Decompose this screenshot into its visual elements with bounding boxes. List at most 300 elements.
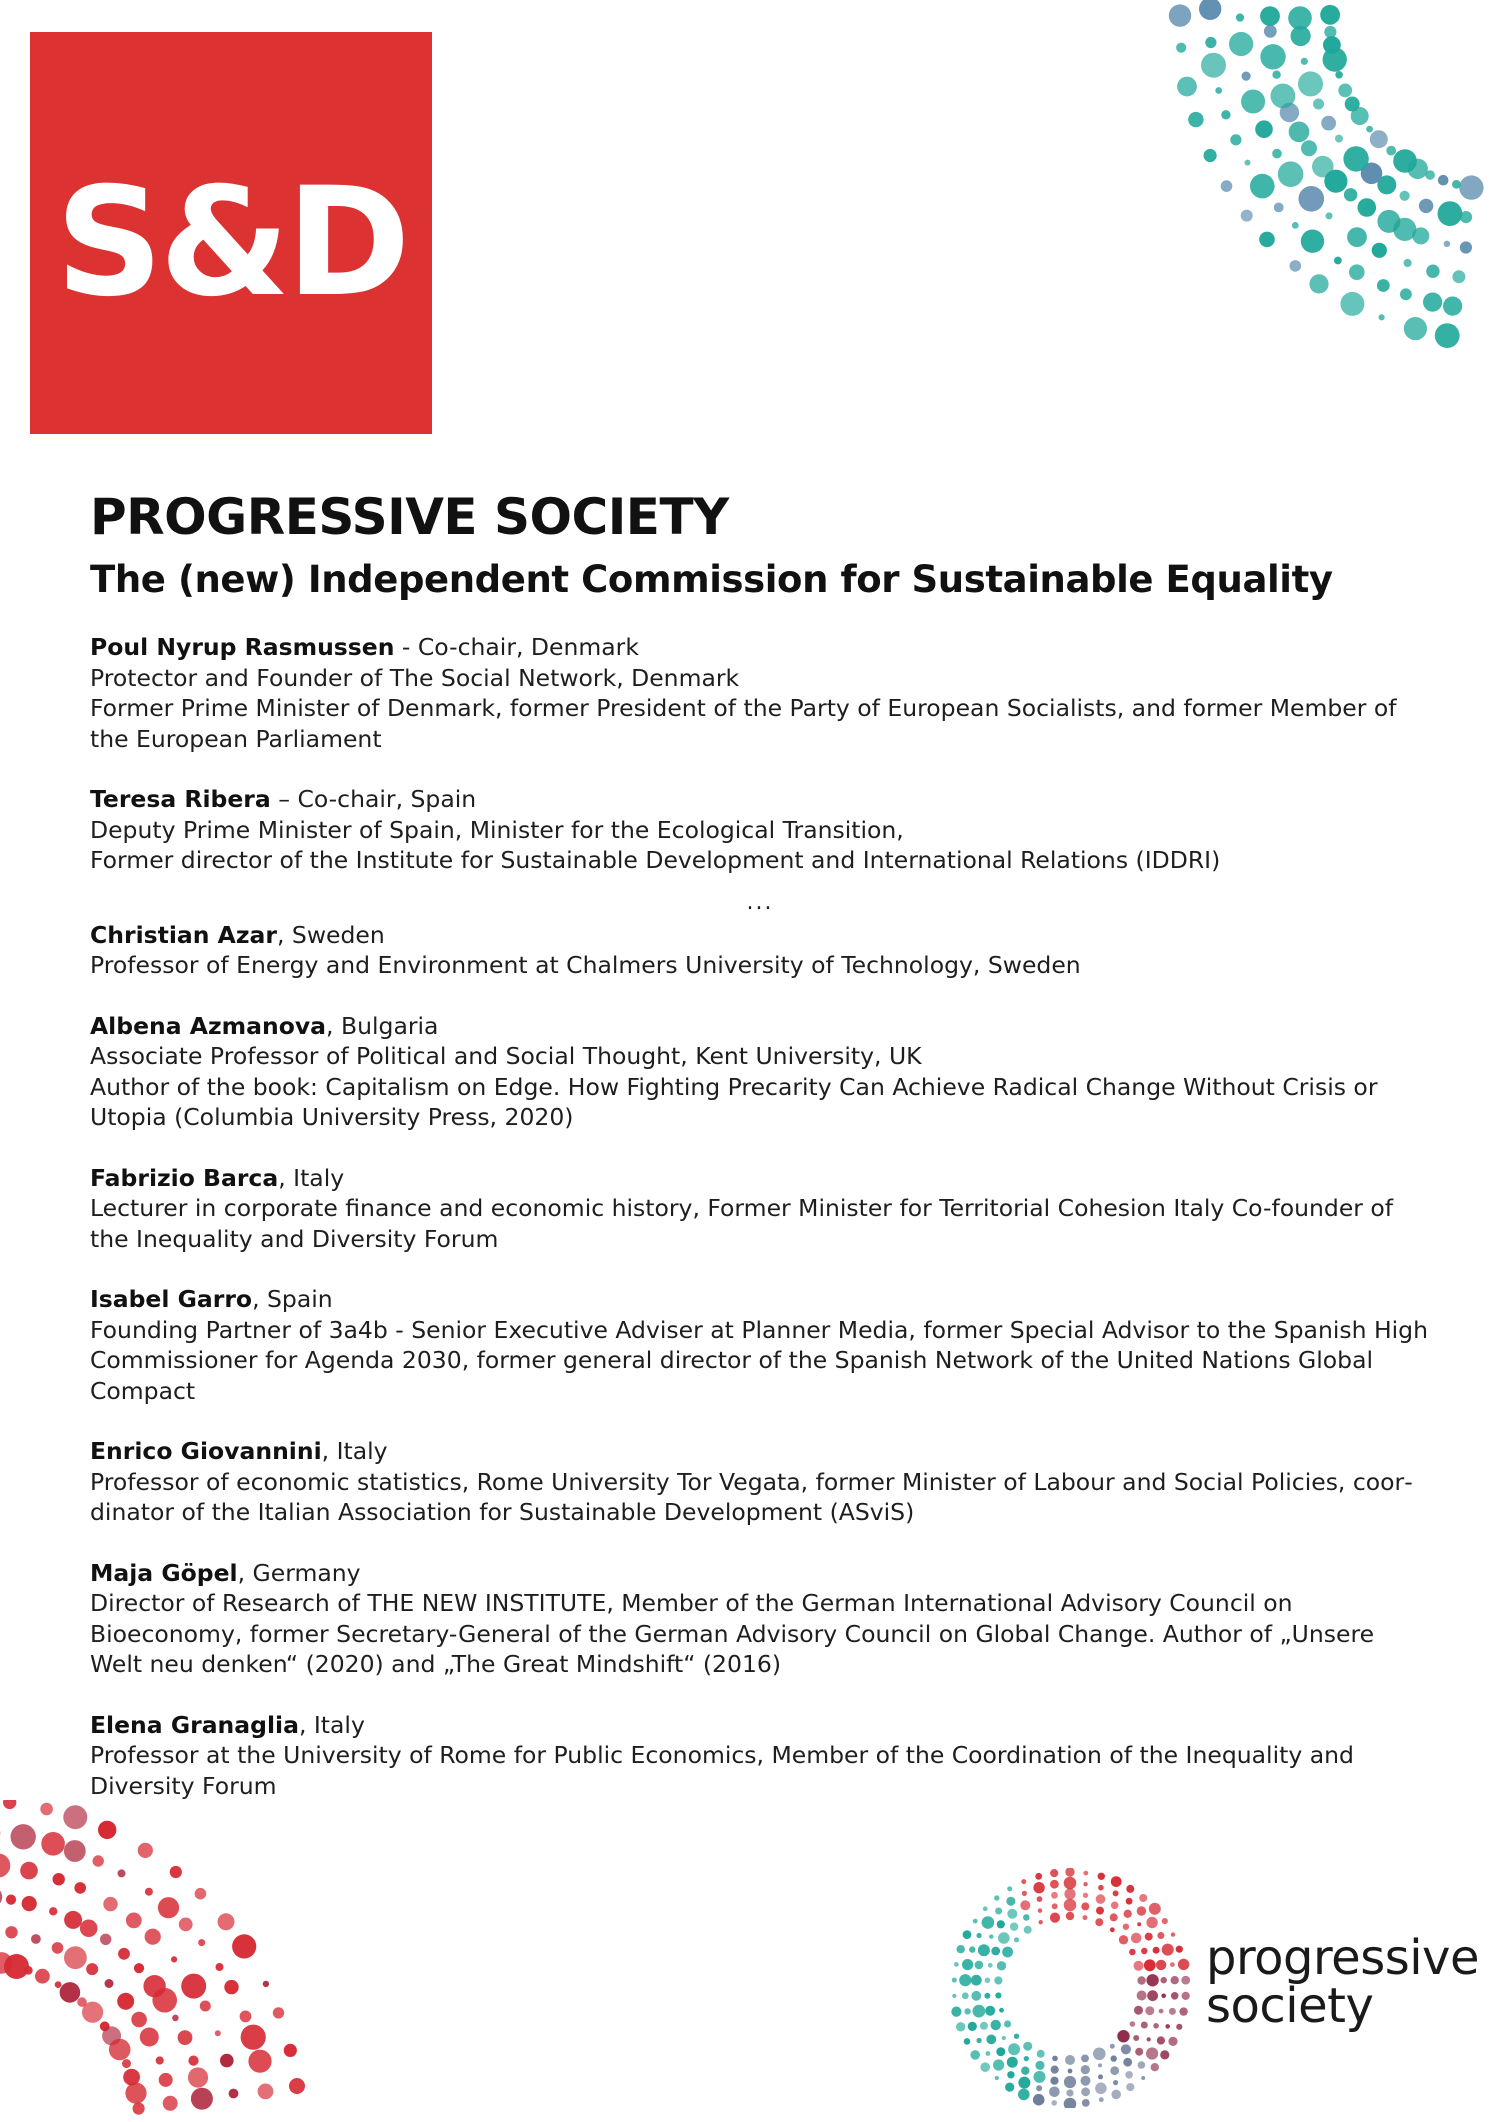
- decorative-dot: [122, 2059, 131, 2068]
- logo-dot: [1007, 2057, 1018, 2068]
- logo-dot: [977, 2038, 982, 2043]
- page-subtitle: The (new) Independent Commission for Sustainable Equality: [90, 558, 1333, 601]
- decorative-dot: [1426, 265, 1439, 278]
- section-separator: ...: [746, 889, 774, 915]
- logo-dot: [1004, 2020, 1011, 2027]
- logo-dot: [985, 1978, 991, 1984]
- logo-dot: [1139, 1894, 1147, 1902]
- member-description: Founding Partner of 3a4b - Senior Executive Adviser at Planner Media, former Special Advisor to the Spanish High Commissioner for Agenda 2030, former general director of the Spanish Network of the United Nations Global Compact: [90, 1315, 1428, 1405]
- logo-dot: [970, 2050, 980, 2060]
- logo-dot: [1051, 2066, 1059, 2074]
- decorative-dot: [1366, 126, 1373, 133]
- logo-dot: [1145, 1933, 1153, 1941]
- decorative-dot: [1278, 161, 1304, 187]
- decorative-dot: [1309, 274, 1328, 293]
- decorative-dot: [6, 1895, 16, 1905]
- logo-dot: [1083, 1893, 1088, 1898]
- co-chair-entry: [90, 784, 1430, 876]
- logo-dot: [1141, 2022, 1148, 2029]
- member-description: Deputy Prime Minister of Spain, Minister for the Ecological Transition,: [90, 815, 904, 844]
- logo-dot: [1161, 1994, 1166, 1999]
- logo-dot: [959, 1974, 971, 1986]
- decorative-dot: [1272, 71, 1280, 79]
- member-description: Former director of the Institute for Sustainable Development and International Relations (IDDRI): [90, 846, 1221, 874]
- member-name: Isabel Garro: [90, 1285, 253, 1313]
- decorative-dot: [181, 1974, 206, 1999]
- decorative-dot: [215, 2030, 221, 2036]
- logo-dot: [1157, 2036, 1165, 2044]
- decorative-dot: [158, 1897, 179, 1918]
- decorative-dot: [152, 1988, 177, 2013]
- decorative-dot: [11, 1824, 36, 1849]
- logo-dot: [962, 1992, 969, 1999]
- logo-dot: [1039, 1920, 1043, 1924]
- logo-dot: [1162, 1918, 1168, 1924]
- logo-dot: [1113, 2080, 1118, 2085]
- decorative-dot: [131, 2012, 147, 2028]
- logo-dot: [1038, 1908, 1043, 1913]
- logo-dot: [1050, 1913, 1060, 1923]
- decorative-dot: [1177, 77, 1197, 97]
- logo-dot: [1033, 1882, 1044, 1893]
- logo-dot: [1018, 2089, 1030, 2101]
- logo-dot: [1099, 2097, 1104, 2102]
- decorative-dot: [20, 1862, 38, 1880]
- logo-dot: [1149, 1903, 1161, 1915]
- logo-dot: [1005, 2083, 1014, 2092]
- decorative-dot: [145, 1888, 153, 1896]
- member-description: Associate Professor of Political and Social Thought, Kent University, UK: [90, 1042, 922, 1070]
- decorative-dot: [191, 2088, 213, 2110]
- logo-dot: [968, 2022, 977, 2031]
- logo-dot: [1098, 1885, 1104, 1891]
- logo-dot: [1111, 2090, 1121, 2100]
- decorative-dot: [118, 1869, 126, 1877]
- wordmark-line: progressive: [1206, 1930, 1479, 1986]
- decorative-dot: [1230, 134, 1241, 145]
- decorative-dot: [178, 2030, 193, 2045]
- decorative-dot: [1205, 37, 1216, 48]
- logo-dot: [980, 2022, 988, 2030]
- logo-dot: [1160, 2050, 1169, 2059]
- member-name: Elena Granaglia: [90, 1710, 299, 1739]
- logo-dot: [999, 2008, 1004, 2013]
- dot-ring-icon: [950, 1868, 1190, 2108]
- logo-dot: [1141, 1948, 1147, 1954]
- member-country: , Spain: [252, 1285, 333, 1313]
- decorative-dot: [1188, 112, 1203, 127]
- logo-dot: [1064, 2076, 1076, 2088]
- logo-dot: [1082, 2099, 1090, 2107]
- logo-dot: [1064, 1877, 1077, 1890]
- decorative-dot: [188, 2067, 208, 2087]
- decorative-dot: [41, 1832, 65, 1856]
- logo-dot: [1014, 1937, 1019, 1942]
- logo-dot: [982, 1916, 995, 1929]
- member-description: Author of the book: Capitalism on Edge. How Fighting Precarity Can Achieve Radical Change Without Crisis or Utopia (Columbia University Press, 2020): [90, 1072, 1378, 1131]
- decorative-dot: [134, 1963, 144, 1973]
- logo-dot: [1008, 2043, 1020, 2055]
- logo-dot: [1137, 1922, 1141, 1926]
- red-dots-decoration: [0, 1800, 420, 2122]
- logo-dot: [1064, 2098, 1077, 2108]
- decorative-dot: [229, 2089, 239, 2099]
- decorative-dot: [1255, 120, 1273, 138]
- logo-dot: [988, 1963, 993, 1968]
- logo-dot: [951, 2007, 961, 2017]
- member-country: , Bulgaria: [326, 1011, 439, 1040]
- decorative-dot: [1301, 140, 1317, 156]
- logo-dot: [1037, 1896, 1043, 1902]
- decorative-dot: [248, 2050, 271, 2073]
- decorative-dot: [109, 2039, 131, 2061]
- logo-dot: [1110, 1927, 1115, 1932]
- logo-dot: [997, 1961, 1006, 1970]
- logo-dot: [952, 1994, 956, 1998]
- logo-dot: [1130, 2021, 1136, 2027]
- logo-dot: [1110, 2044, 1115, 2049]
- logo-dot: [1146, 1917, 1157, 1928]
- logo-dot: [1121, 2044, 1131, 2054]
- decorative-dot: [0, 1887, 2, 1907]
- logo-dot: [1098, 2063, 1102, 2067]
- member-heading: [90, 1436, 1430, 1467]
- page-title: PROGRESSIVE SOCIETY: [90, 488, 729, 546]
- logo-dot: [1176, 1946, 1183, 1953]
- logo-dot: [1170, 1962, 1175, 1967]
- logo-dot: [1168, 2037, 1177, 2046]
- logo-dot: [954, 1962, 959, 1967]
- logo-dot: [1129, 1949, 1136, 1956]
- logo-dot: [1083, 1882, 1087, 1886]
- logo-dot: [1023, 1914, 1030, 1921]
- logo-dot: [991, 2020, 1001, 2030]
- decorative-dot: [40, 1803, 53, 1816]
- logo-dot: [1051, 1892, 1058, 1899]
- logo-dot: [1020, 1900, 1030, 1910]
- decorative-dot: [220, 2054, 234, 2068]
- decorative-dot: [105, 1979, 114, 1988]
- logo-dot: [985, 2006, 995, 2016]
- logo-dot: [1146, 2047, 1158, 2059]
- logo-dot: [986, 2035, 996, 2045]
- decorative-dot: [1271, 84, 1296, 109]
- decorative-dot: [1358, 198, 1377, 217]
- member-description: Professor of Energy and Environment at Chalmers University of Technology, Sweden: [90, 951, 1081, 979]
- decorative-dot: [1347, 227, 1367, 247]
- logo-dot: [957, 1945, 965, 1953]
- decorative-dot: [224, 1980, 238, 1994]
- logo-dot: [1156, 1960, 1166, 1970]
- decorative-dot: [133, 2102, 145, 2114]
- decorative-dot: [1260, 6, 1280, 26]
- member-entry: [90, 1011, 1430, 1133]
- logo-dot: [1138, 2061, 1146, 2069]
- logo-dot: [1182, 1992, 1190, 2000]
- member-heading: [90, 1011, 1430, 1042]
- decorative-dot: [60, 1982, 81, 2003]
- decorative-dot: [140, 2028, 159, 2047]
- member-name: Christian Azar: [90, 920, 277, 949]
- logo-dot: [1137, 1991, 1147, 2001]
- decorative-dot: [240, 2011, 252, 2023]
- logo-dot: [984, 1993, 990, 1999]
- logo-dot: [1135, 2048, 1143, 2056]
- logo-dot: [989, 1934, 993, 1938]
- logo-dot: [1171, 1932, 1175, 1936]
- logo-dot: [1010, 1923, 1018, 1931]
- decorative-dot: [103, 1897, 117, 1911]
- decorative-dot: [1229, 32, 1253, 56]
- decorative-dot: [5, 1926, 17, 1938]
- logo-dot: [1169, 2008, 1176, 2015]
- logo-dot: [1111, 1876, 1122, 1887]
- decorative-dot: [1169, 4, 1191, 26]
- logo-dot: [998, 1932, 1010, 1944]
- member-heading: [90, 632, 1430, 663]
- logo-dot: [1007, 1886, 1012, 1891]
- logo-dot: [1095, 2083, 1107, 2095]
- logo-dot: [1049, 2087, 1060, 2098]
- logo-dot: [975, 1961, 984, 1970]
- sd-logo-text: S&D: [55, 156, 407, 330]
- logo-dot: [1113, 1890, 1119, 1896]
- decorative-dot: [258, 2084, 274, 2100]
- logo-dot: [1065, 2055, 1075, 2065]
- decorative-dot: [52, 1942, 64, 1954]
- decorative-dot: [218, 1913, 235, 1930]
- logo-dot: [1147, 1990, 1158, 2001]
- decorative-dot: [117, 1993, 134, 2010]
- member-name: Enrico Giovannini: [90, 1437, 322, 1465]
- decorative-dot: [1404, 317, 1427, 340]
- logo-dot: [1153, 2023, 1159, 2029]
- logo-dot: [1126, 2083, 1134, 2091]
- decorative-dot: [1377, 210, 1400, 233]
- member-name: Fabrizio Barca: [90, 1163, 279, 1192]
- decorative-dot: [1326, 212, 1333, 219]
- decorative-dot: [284, 2044, 297, 2057]
- logo-dot: [1096, 1907, 1104, 1915]
- decorative-dot: [118, 1948, 130, 1960]
- logo-dot: [1093, 2048, 1106, 2061]
- decorative-dot: [1438, 201, 1463, 226]
- member-description: Former Prime Minister of Denmark, former President of the Party of European Socialists, and former Member of the European Parliament: [90, 694, 1397, 753]
- logo-dot: [1176, 2024, 1182, 2030]
- logo-dot: [1126, 1898, 1133, 1905]
- decorative-dot: [232, 1934, 256, 1958]
- logo-dot: [1157, 1932, 1164, 1939]
- logo-dot: [1131, 1933, 1142, 1944]
- member-description: Professor at the University of Rome for Public Economics, Member of the Coordination of the Inequality and Diversity Forum: [90, 1741, 1354, 1800]
- member-heading: [90, 1558, 1430, 1589]
- decorative-dot: [49, 1907, 57, 1915]
- logo-dot: [1159, 2009, 1164, 2014]
- decorative-dot: [195, 1888, 207, 1900]
- logo-dot: [995, 1992, 1001, 1998]
- decorative-dot: [3, 1800, 16, 1809]
- decorative-dot: [64, 1911, 82, 1929]
- decorative-dot: [0, 1854, 10, 1878]
- logo-dot: [1036, 2085, 1042, 2091]
- decorative-dot: [138, 1843, 153, 1858]
- logo-dot: [977, 1933, 982, 1938]
- logo-dot: [1037, 2050, 1045, 2058]
- logo-dot: [1137, 1906, 1146, 1915]
- member-country: , Italy: [321, 1437, 388, 1465]
- decorative-dot: [1241, 90, 1265, 114]
- logo-dot: [1051, 2100, 1057, 2106]
- member-name: Maja Göpel: [90, 1558, 238, 1587]
- decorative-dot: [1334, 257, 1342, 265]
- decorative-dot: [1349, 264, 1365, 280]
- decorative-dot: [1323, 36, 1341, 54]
- decorative-dot: [1288, 6, 1312, 30]
- decorative-dot: [241, 2025, 266, 2050]
- decorative-dot: [1176, 43, 1186, 53]
- decorative-dot: [1272, 149, 1282, 159]
- logo-dot: [1024, 1926, 1032, 1934]
- logo-dot: [1035, 1873, 1042, 1880]
- logo-dot: [1018, 2077, 1030, 2089]
- logo-dot: [1153, 1947, 1160, 1954]
- logo-dot: [996, 2047, 1005, 2056]
- decorative-dot: [171, 1956, 177, 1962]
- decorative-dot: [1377, 279, 1390, 292]
- decorative-dot: [1379, 314, 1385, 320]
- decorative-dot: [1221, 180, 1233, 192]
- logo-dot: [1050, 2077, 1058, 2085]
- decorative-dot: [1264, 25, 1277, 38]
- decorative-dot: [1259, 232, 1275, 248]
- logo-dot: [1023, 2042, 1032, 2051]
- logo-dot: [983, 1906, 988, 1911]
- logo-dot: [1162, 1944, 1174, 1956]
- logo-dot: [973, 2005, 986, 2018]
- decorative-dot: [163, 2096, 178, 2111]
- logo-dot: [1144, 1959, 1156, 1971]
- decorative-dot: [22, 1896, 37, 1911]
- decorative-dot: [35, 1969, 50, 1984]
- decorative-dot: [1236, 14, 1244, 22]
- member-heading: [90, 1163, 1430, 1194]
- decorative-dot: [1343, 146, 1368, 171]
- logo-dot: [1035, 2061, 1044, 2070]
- logo-dot: [1006, 1897, 1015, 1906]
- decorative-dot: [31, 1934, 41, 1944]
- member-description: Lecturer in corporate finance and economic history, Former Minister for Territorial Cohesion Italy Co-founder of the Inequality and Diversity Forum: [90, 1194, 1394, 1253]
- decorative-dot: [1299, 186, 1325, 212]
- logo-dot: [1083, 1871, 1088, 1876]
- member-description: Director of Research of THE NEW INSTITUTE, Member of the German International Advisory Council on Bioeconomy, former Secretary-General of the German Advisory Council on Global Change. Author of „Unsere Welt neu denken“ (2020) and „The Great Mindshift“ (2016): [90, 1589, 1375, 1678]
- logo-dot: [1117, 2030, 1129, 2042]
- logo-dot: [1081, 2065, 1090, 2074]
- decorative-dot: [80, 1920, 98, 1938]
- logo-dot: [1145, 2006, 1154, 2015]
- logo-dot: [971, 1975, 982, 1986]
- member-role: - Co-chair, Denmark: [394, 633, 639, 661]
- member-heading: [90, 784, 1430, 815]
- logo-dot: [1133, 2035, 1139, 2041]
- member-name: Poul Nyrup Rasmussen: [90, 633, 395, 661]
- logo-dot: [1111, 2055, 1117, 2061]
- logo-dot: [962, 1959, 973, 1970]
- logo-dot: [978, 1944, 990, 1956]
- decorative-dot: [93, 1855, 104, 1866]
- decorative-dot: [1438, 175, 1449, 186]
- logo-dot: [1095, 1918, 1103, 1926]
- member-country: , Sweden: [276, 920, 385, 949]
- logo-dot: [1002, 2036, 1006, 2040]
- logo-dot: [1066, 1912, 1074, 1920]
- logo-dot: [1179, 2007, 1187, 2015]
- co-chair-entry: [90, 632, 1430, 754]
- decorative-dot: [289, 2078, 305, 2094]
- logo-dot: [1022, 1891, 1027, 1896]
- member-country: , Italy: [278, 1163, 345, 1192]
- logo-dot: [969, 1946, 975, 1952]
- decorative-dot: [1289, 122, 1310, 143]
- decorative-dot: [1312, 156, 1334, 178]
- logo-dot: [1064, 1899, 1077, 1912]
- logo-dot: [1007, 1909, 1017, 1919]
- logo-dot: [1165, 2024, 1170, 2029]
- decorative-dot: [1274, 203, 1284, 213]
- decorative-dot: [1221, 110, 1230, 119]
- decorative-dot: [1452, 180, 1461, 189]
- member-name: Teresa Ribera: [90, 785, 271, 813]
- member-description: Protector and Founder of The Social Network, Denmark: [90, 663, 740, 692]
- decorative-dot: [1215, 87, 1222, 94]
- member-entry: [90, 1436, 1430, 1528]
- logo-dot: [1014, 2034, 1019, 2039]
- sd-logo: [30, 32, 432, 434]
- logo-dot: [963, 1930, 972, 1939]
- logo-dot: [1065, 1868, 1074, 1877]
- logo-dot: [1171, 1976, 1179, 1984]
- decorative-dot: [1372, 243, 1387, 258]
- decorative-dot: [1452, 270, 1465, 283]
- logo-dot: [1081, 1902, 1089, 1910]
- logo-dot: [1110, 1913, 1118, 1921]
- logo-dot: [1050, 1880, 1059, 1889]
- member-entry: [90, 1163, 1430, 1255]
- decorative-dot: [1370, 130, 1388, 148]
- logo-dot: [1171, 1992, 1179, 2000]
- decorative-dot: [1419, 199, 1433, 213]
- decorative-dot: [145, 1929, 161, 1945]
- logo-dot: [1146, 1974, 1158, 1986]
- decorative-dot: [126, 1913, 142, 1929]
- decorative-dot: [1386, 146, 1396, 156]
- logo-dot: [1123, 1924, 1129, 1930]
- member-heading: [90, 1284, 1430, 1315]
- logo-dot: [1151, 2063, 1159, 2071]
- logo-dot: [1141, 2076, 1145, 2080]
- logo-dot: [1021, 1879, 1026, 1884]
- decorative-dot: [1313, 99, 1324, 110]
- decorative-dot: [1242, 72, 1251, 81]
- logo-dot: [964, 2008, 970, 2014]
- member-role: – Co-chair, Spain: [270, 785, 477, 813]
- logo-dot: [952, 1978, 957, 1983]
- decorative-dot: [1344, 188, 1357, 201]
- decorative-dot: [1204, 149, 1217, 162]
- logo-dot: [1066, 2089, 1073, 2096]
- decorative-dot: [4, 1954, 29, 1979]
- decorative-dot: [1423, 293, 1442, 312]
- decorative-dot: [1241, 210, 1253, 222]
